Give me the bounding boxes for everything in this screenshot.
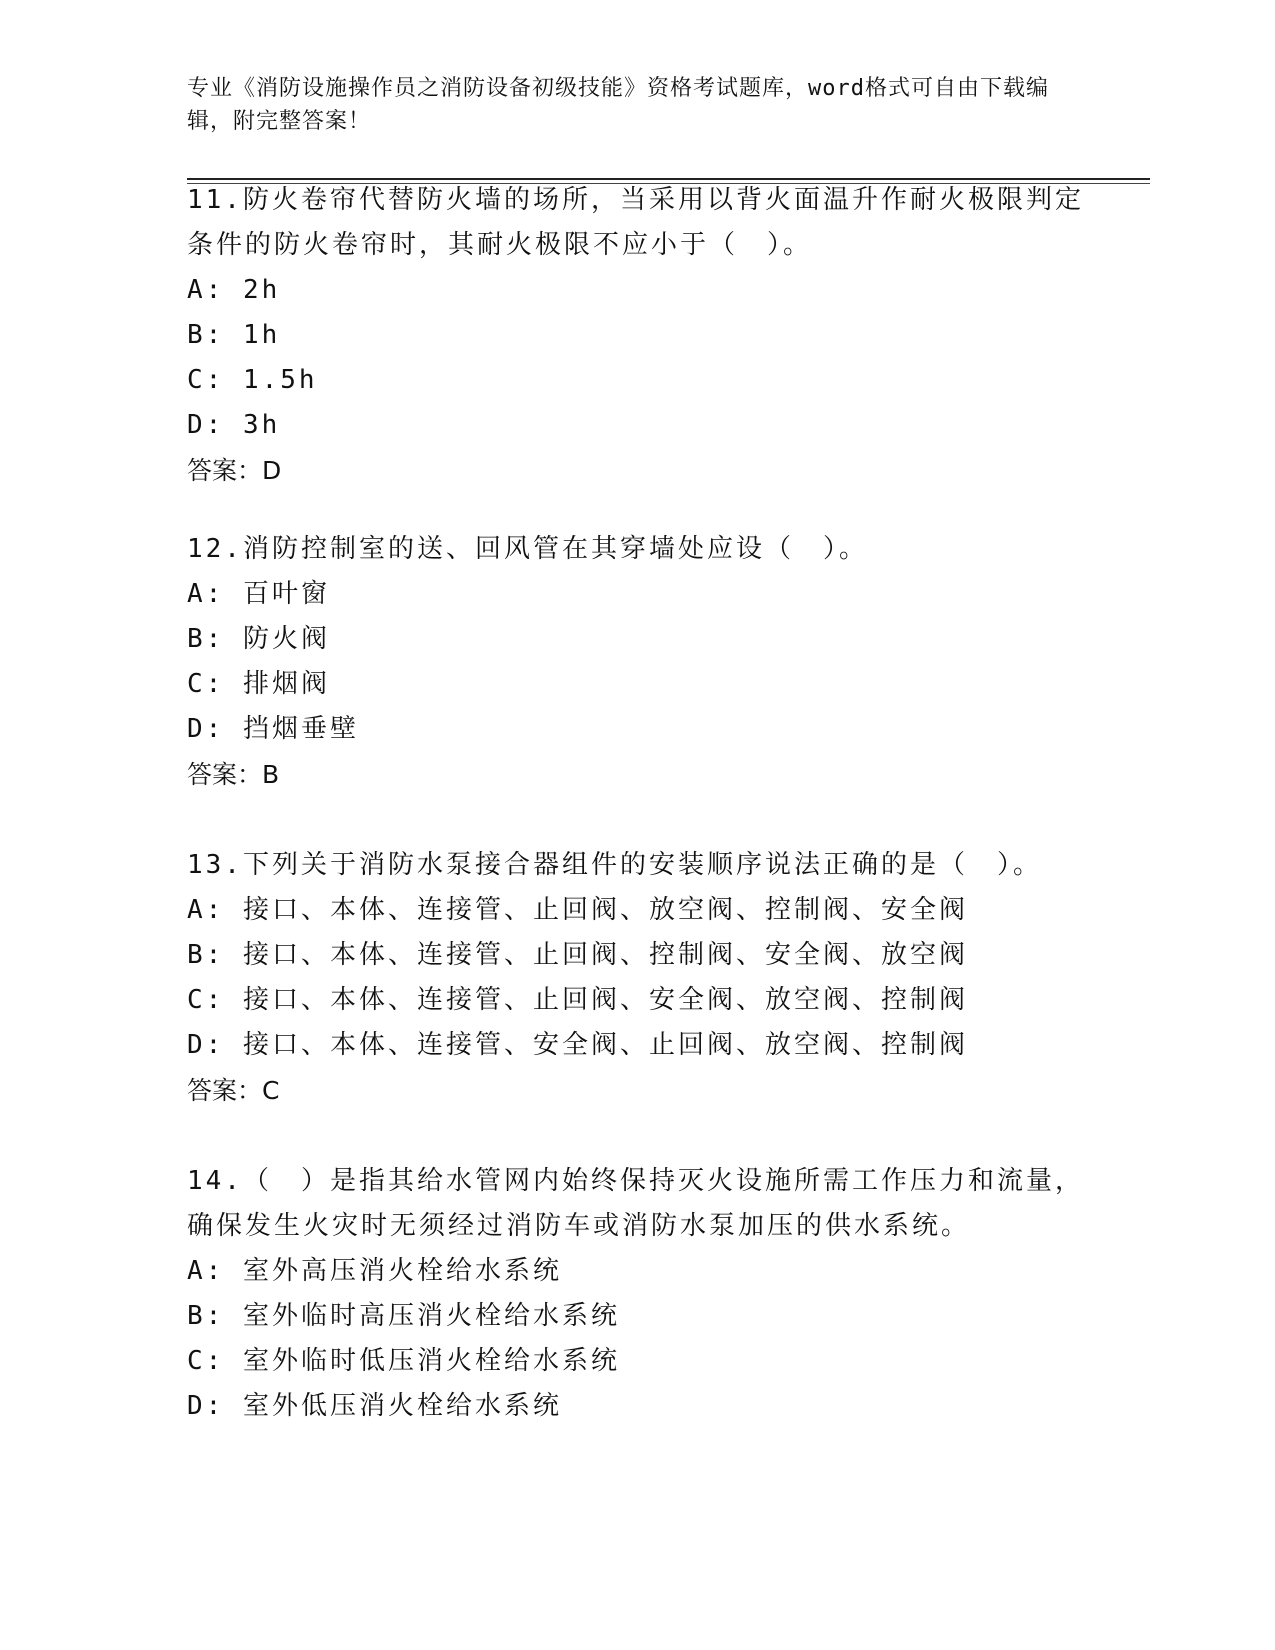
option-d: D: 接口、本体、连接管、安全阀、止回阀、放空阀、控制阀: [187, 1030, 968, 1060]
document-intro: 专业《消防设施操作员之消防设备初级技能》资格考试题库，word格式可自由下载编辑，附完整答案！: [187, 76, 1049, 134]
option-b: B: 室外临时高压消火栓给水系统: [187, 1301, 620, 1331]
option-a: A: 室外高压消火栓给水系统: [187, 1256, 562, 1286]
answer-label: 答案：C: [187, 1076, 280, 1105]
option-a: A: 接口、本体、连接管、止回阀、放空阀、控制阀、安全阀: [187, 895, 968, 925]
option-c: C: 接口、本体、连接管、止回阀、安全阀、放空阀、控制阀: [187, 985, 968, 1015]
question-stem: 11.防火卷帘代替防火墙的场所，当采用以背火面温升作耐火极限判定条件的防火卷帘时，其耐火极限不应小于（ ）。: [187, 185, 1084, 260]
question-stem: 12.消防控制室的送、回风管在其穿墙处应设（ ）。: [187, 534, 868, 564]
question-13: [187, 843, 1087, 1113]
answer-label: 答案：D: [187, 456, 282, 485]
question-12: [187, 527, 1087, 797]
option-b: B: 接口、本体、连接管、止回阀、控制阀、安全阀、放空阀: [187, 940, 968, 970]
question-14: [187, 1159, 1087, 1429]
option-b: B: 1h: [187, 320, 281, 350]
option-c: C: 排烟阀: [187, 669, 330, 699]
option-c: C: 1.5h: [187, 365, 318, 395]
option-d: D: 室外低压消火栓给水系统: [187, 1391, 562, 1421]
question-stem: 13.下列关于消防水泵接合器组件的安装顺序说法正确的是（ ）。: [187, 850, 1042, 880]
question-stem: 14.（ ）是指其给水管网内始终保持灭火设施所需工作压力和流量，确保发生火灾时无须经过消防车或消防水泵加压的供水系统。: [187, 1166, 1084, 1241]
option-b: B: 防火阀: [187, 624, 330, 654]
option-a: A: 百叶窗: [187, 579, 330, 609]
option-d: D: 3h: [187, 410, 281, 440]
option-c: C: 室外临时低压消火栓给水系统: [187, 1346, 620, 1376]
question-11: [187, 178, 1087, 493]
answer-label: 答案：B: [187, 760, 280, 789]
option-d: D: 挡烟垂壁: [187, 714, 359, 744]
option-a: A: 2h: [187, 275, 281, 305]
